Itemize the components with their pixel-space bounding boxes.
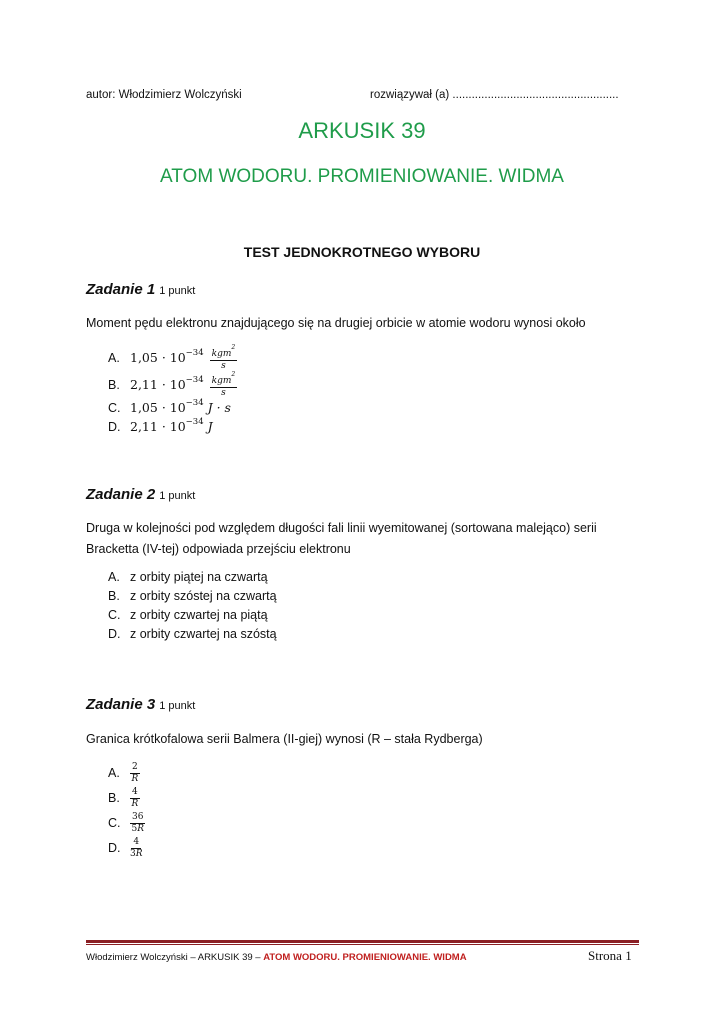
option-letter: B. xyxy=(108,378,120,392)
task-1-points: 1 punkt xyxy=(159,285,196,297)
worksheet-title: ARKUSIK 39 xyxy=(298,118,426,143)
task-1-option-b xyxy=(108,372,237,398)
unit-fraction: $\frac{kgm^2}{s}$ xyxy=(211,343,236,371)
task-3-option-a: A. 2 R xyxy=(108,761,139,784)
footer-rule-thick xyxy=(86,940,639,943)
option-value: $1,05 \cdot 10^{-34}$ xyxy=(130,348,204,366)
task-1-heading xyxy=(86,281,195,298)
task-1-option-a xyxy=(108,345,237,371)
fraction: 36 5R xyxy=(131,811,144,834)
option-letter: C. xyxy=(108,401,121,415)
option-letter: A. xyxy=(108,351,120,365)
task-1-label: Zadanie 1 xyxy=(86,281,156,298)
task-2-option-d: D. z orbity czwartej na szóstą xyxy=(108,627,277,641)
task-3-option-d: D. 4 3R xyxy=(108,836,143,859)
task-2-option-b: B. z orbity szóstej na czwartą xyxy=(108,589,277,603)
task-2-option-c: C. z orbity czwartej na piątą xyxy=(108,608,268,622)
task-2-heading xyxy=(86,486,195,503)
solver-line: rozwiązywał (a) .................................................... xyxy=(370,89,619,101)
worksheet-subtitle: ATOM WODORU. PROMIENIOWANIE. WIDMA xyxy=(160,166,564,187)
task-1-option-c xyxy=(108,399,231,417)
fraction: 4 3R xyxy=(130,836,143,859)
footer-text: Włodzimierz Wolczyński – ARKUSIK 39 – ATOM WODORU. PROMIENIOWANIE. WIDMA xyxy=(86,952,467,963)
option-value: $2,11 \cdot 10^{-34}$ xyxy=(130,375,204,393)
author-line: autor: Włodzimierz Wolczyński xyxy=(86,89,242,101)
task-3-question: Granica krótkofalowa serii Balmera (II-giej) wynosi (R – stała Rydberga) xyxy=(86,732,483,746)
task-3-option-b: B. 4 R xyxy=(108,786,139,809)
task-3-label: Zadanie 3 xyxy=(86,696,156,713)
task-1-question: Moment pędu elektronu znajdującego się na drugiej orbicie w atomie wodoru wynosi około xyxy=(86,316,586,330)
footer-rule-thin xyxy=(86,944,639,945)
section-heading: TEST JEDNOKROTNEGO WYBORU xyxy=(243,244,481,260)
option-letter: D. xyxy=(108,420,121,434)
fraction: 2 R xyxy=(131,761,139,784)
task-2-label: Zadanie 2 xyxy=(86,486,156,503)
task-2-question: Druga w kolejności pod względem długości fali linii wyemitowanej (sortowana malejąco) serii Bracketta (IV-tej) odpowiada przejściu elektronu xyxy=(86,521,597,556)
option-value: $2,11 \cdot 10^{-34}$ J xyxy=(130,417,213,435)
task-3-points: 1 punkt xyxy=(159,700,196,712)
page-number: Strona 1 xyxy=(588,948,632,963)
option-value: $1,05 \cdot 10^{-34}$ J · s xyxy=(130,398,231,416)
task-3-heading xyxy=(86,696,195,713)
task-2-option-a: A. z orbity piątej na czwartą xyxy=(108,570,268,584)
task-1-option-d xyxy=(108,418,213,436)
fraction: 4 R xyxy=(131,786,139,809)
task-3-option-c: C. 36 5R xyxy=(108,811,144,834)
unit-fraction: $\frac{kgm^2}{s}$ xyxy=(211,370,236,398)
task-2-points: 1 punkt xyxy=(159,490,196,502)
